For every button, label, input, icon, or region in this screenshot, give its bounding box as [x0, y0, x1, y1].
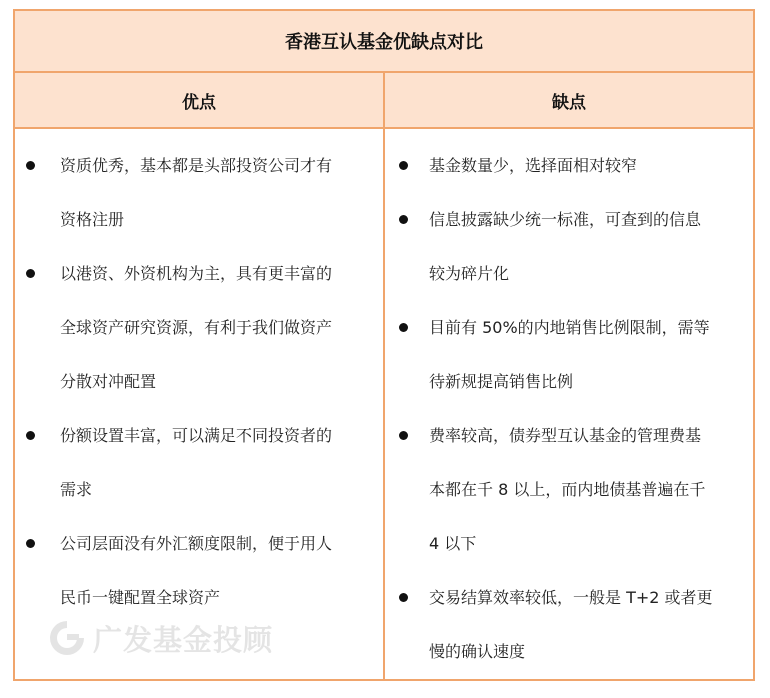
bullet-icon [399, 215, 408, 224]
cons-item-text: 信息披露缺少统一标准，可查到的信息 较为碎片化 [429, 210, 702, 283]
watermark-text: 广发基金投顾 [93, 622, 274, 657]
bullet-icon [26, 431, 35, 440]
bullet-icon [26, 161, 35, 170]
cons-item-text: 目前有 50%的内地销售比例限制，需等 待新规提高销售比例 [429, 318, 710, 391]
bullet-icon [399, 323, 408, 332]
gf-logo-icon [47, 618, 87, 658]
cons-item-text: 基金数量少，选择面相对较窄 [429, 156, 638, 175]
pros-column [15, 129, 385, 679]
bullet-icon [26, 539, 35, 548]
comparison-table [13, 9, 755, 681]
pros-header: 优点 [15, 73, 385, 129]
bullet-icon [399, 161, 408, 170]
table-title: 香港互认基金优缺点对比 [15, 11, 753, 73]
pros-item-text: 资质优秀，基本都是头部投资公司才有 资格注册 [60, 156, 333, 229]
cons-item-text: 交易结算效率较低，一般是 T+2 或者更 慢的确认速度 [429, 588, 713, 661]
pros-item-text: 以港资、外资机构为主，具有更丰富的 全球资产研究资源，有利于我们做资产 分散对冲配置 [60, 264, 333, 391]
cons-column [385, 129, 753, 679]
pros-item-text: 公司层面没有外汇额度限制，便于用人 民币一键配置全球资产 [60, 534, 333, 607]
watermark [47, 617, 273, 659]
pros-item-text: 份额设置丰富，可以满足不同投资者的 需求 [60, 426, 333, 499]
bullet-icon [399, 593, 408, 602]
cons-header: 缺点 [385, 73, 753, 129]
bullet-icon [399, 431, 408, 440]
cons-item-text: 费率较高，债券型互认基金的管理费基 本都在千 8 以上，而内地债基普遍在千 4 以下 [429, 426, 706, 553]
bullet-icon [26, 269, 35, 278]
